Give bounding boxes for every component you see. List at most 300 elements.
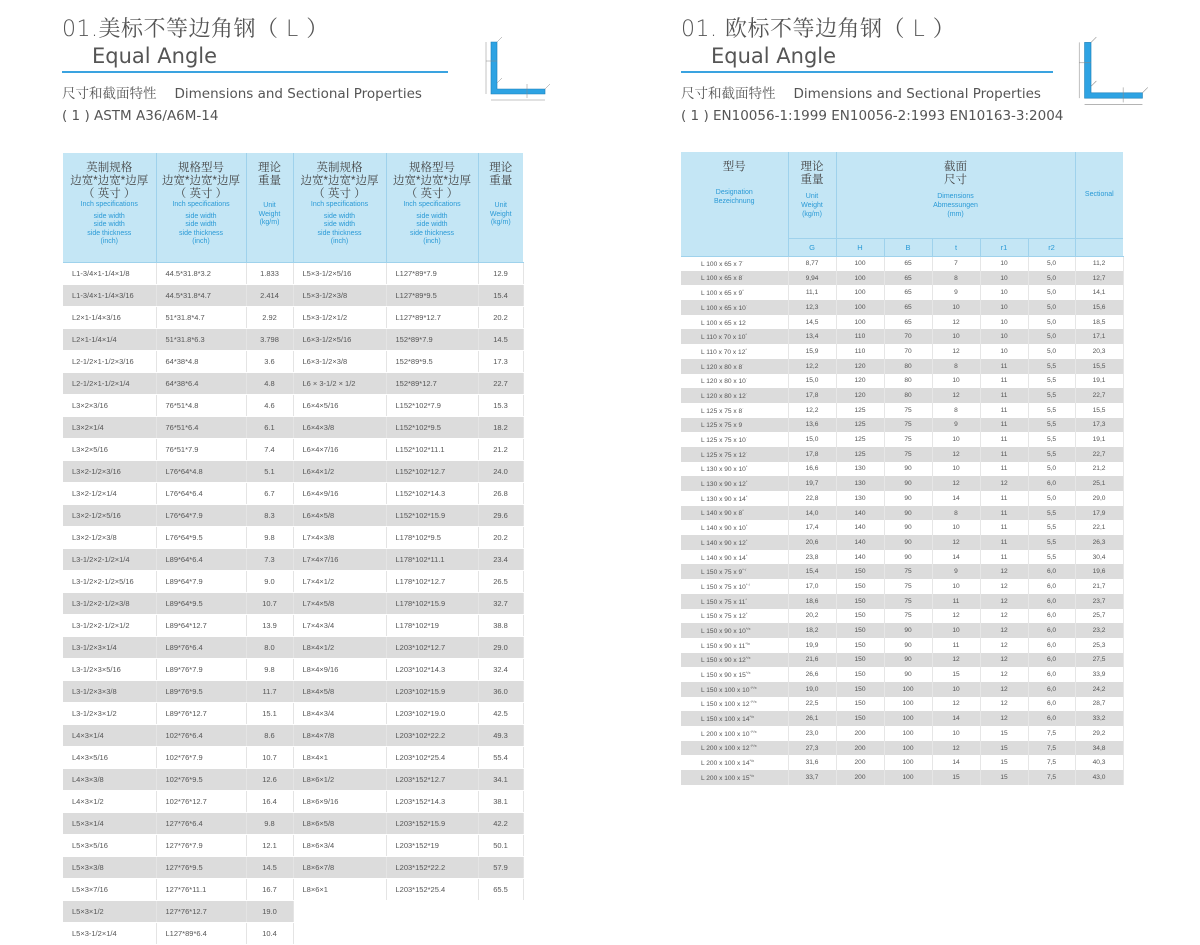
cell-model-spec: L203*152*12.7 bbox=[386, 768, 478, 790]
cell-dim-t: 15 bbox=[932, 770, 980, 785]
cell-inch-spec: L3-1/2×2-1/2×3/8 bbox=[63, 592, 156, 614]
cell-sectional: 28,7 bbox=[1075, 697, 1123, 712]
cell-inch-spec: L4×3×1/4 bbox=[63, 724, 156, 746]
table-row bbox=[681, 638, 1123, 653]
cell-dim-t: 14 bbox=[932, 711, 980, 726]
cell-inch-spec: L8×6×3/4 bbox=[293, 834, 386, 856]
cell-dim-t: 14 bbox=[932, 491, 980, 506]
cell-sectional: 17,1 bbox=[1075, 329, 1123, 344]
cell-dim-r1: 10 bbox=[980, 329, 1028, 344]
cell-model-spec: L178*102*9.5 bbox=[386, 526, 478, 548]
header-model-spec-1: 规格型号 边宽*边宽*边厚 （ 英寸 ） Inch specifications side width side width side thickness (inch) bbox=[156, 153, 246, 262]
cell-dim-r1: 11 bbox=[980, 403, 1028, 418]
cell-model-spec: L127*89*6.4 bbox=[156, 922, 246, 944]
cell-unit-weight: 20.2 bbox=[478, 526, 523, 548]
right-title-en: Equal Angle bbox=[711, 44, 837, 68]
american-angle-table bbox=[63, 153, 524, 945]
cell-model-spec: 127*76*11.1 bbox=[156, 878, 246, 900]
cell-dim-t: 12 bbox=[932, 609, 980, 624]
cell-inch-spec bbox=[293, 922, 386, 944]
cell-unit-weight: 16.7 bbox=[246, 878, 293, 900]
cell-inch-spec: L6×4×7/16 bbox=[293, 438, 386, 460]
cell-inch-spec: L3×2×1/4 bbox=[63, 416, 156, 438]
cell-dim-h: 140 bbox=[836, 506, 884, 521]
cell-designation: L 130 x 90 x 10* bbox=[681, 462, 788, 477]
cell-model-spec: L152*102*9.5 bbox=[386, 416, 478, 438]
cell-dim-r2: 5,5 bbox=[1028, 359, 1075, 374]
cell-unit-weight: 34.1 bbox=[478, 768, 523, 790]
cell-unit-weight: 36.0 bbox=[478, 680, 523, 702]
table-row bbox=[63, 262, 523, 284]
cell-dim-r2: 5,0 bbox=[1028, 285, 1075, 300]
cell-unit-weight: 22.7 bbox=[478, 372, 523, 394]
cell-sectional: 15,6 bbox=[1075, 300, 1123, 315]
cell-model-spec: 102*76*7.9 bbox=[156, 746, 246, 768]
cell-dim-t: 9 bbox=[932, 285, 980, 300]
cell-model-spec: L152*102*15.9 bbox=[386, 504, 478, 526]
table-row bbox=[681, 682, 1123, 697]
cell-dim-h: 150 bbox=[836, 638, 884, 653]
cell-designation: L 100 x 65 x 7· bbox=[681, 256, 788, 271]
cell-unit-weight: 15.1 bbox=[246, 702, 293, 724]
cell-dim-b: 90 bbox=[884, 491, 932, 506]
cell-unit-weight: 38.1 bbox=[478, 790, 523, 812]
table-row bbox=[63, 372, 523, 394]
cell-dim-h: 200 bbox=[836, 755, 884, 770]
cell-unit-weight: 8.3 bbox=[246, 504, 293, 526]
cell-dim-r1: 11 bbox=[980, 535, 1028, 550]
table-row bbox=[681, 506, 1123, 521]
designation-footnote-mark: */x bbox=[745, 670, 751, 675]
designation-footnote-mark: * bbox=[745, 479, 748, 485]
header-sectional: Sectional bbox=[1075, 152, 1123, 238]
cell-dim-r2: 6,0 bbox=[1028, 711, 1075, 726]
cell-unit-weight: 8.6 bbox=[246, 724, 293, 746]
cell-dim-h: 130 bbox=[836, 462, 884, 477]
cell-sectional: 11,2 bbox=[1075, 256, 1123, 271]
cell-dim-r1: 12 bbox=[980, 594, 1028, 609]
table-row bbox=[63, 724, 523, 746]
cell-dim-b: 80 bbox=[884, 388, 932, 403]
cell-dim-h: 130 bbox=[836, 476, 884, 491]
cell-weight-g: 8,77 bbox=[788, 256, 836, 271]
cell-inch-spec: L5×3×1/4 bbox=[63, 812, 156, 834]
cell-dim-r2: 6,0 bbox=[1028, 476, 1075, 491]
cell-unit-weight bbox=[478, 922, 523, 944]
designation-footnote-mark: · bbox=[742, 405, 744, 411]
cell-inch-spec: L5×3-1/2×3/8 bbox=[293, 284, 386, 306]
cell-inch-spec: L5×3×5/16 bbox=[63, 834, 156, 856]
cell-unit-weight: 24.0 bbox=[478, 460, 523, 482]
cell-dim-r2: 6,0 bbox=[1028, 667, 1075, 682]
cell-unit-weight: 15.3 bbox=[478, 394, 523, 416]
cell-dim-r2: 6,0 bbox=[1028, 697, 1075, 712]
cell-inch-spec: L2-1/2×1-1/2×1/4 bbox=[63, 372, 156, 394]
cell-sectional: 43,0 bbox=[1075, 770, 1123, 785]
cell-model-spec: L203*152*15.9 bbox=[386, 812, 478, 834]
cell-sectional: 33,2 bbox=[1075, 711, 1123, 726]
cell-sectional: 19,6 bbox=[1075, 564, 1123, 579]
table-row bbox=[63, 636, 523, 658]
cell-model-spec: 76*51*4.8 bbox=[156, 394, 246, 416]
cell-unit-weight: 14.5 bbox=[478, 328, 523, 350]
subheader-sectional bbox=[1075, 238, 1123, 256]
cell-designation: L 150 x 100 x $10^{\cdot/*/x}$ bbox=[681, 682, 788, 697]
cell-dim-b: 100 bbox=[884, 770, 932, 785]
subheader-h: H bbox=[836, 238, 884, 256]
cell-dim-r1: 12 bbox=[980, 711, 1028, 726]
designation-footnote-mark: */x bbox=[749, 758, 755, 764]
cell-inch-spec bbox=[293, 900, 386, 922]
cell-inch-spec: L8×6×9/16 bbox=[293, 790, 386, 812]
cell-dim-r2: 5,0 bbox=[1028, 315, 1075, 330]
table-row bbox=[681, 594, 1123, 609]
cell-inch-spec: L3×2×5/16 bbox=[63, 438, 156, 460]
cell-dim-r1: 15 bbox=[980, 726, 1028, 741]
cell-dim-t: 7 bbox=[932, 256, 980, 271]
cell-model-spec: L76*64*4.8 bbox=[156, 460, 246, 482]
cell-dim-b: 100 bbox=[884, 697, 932, 712]
cell-dim-r1: 12 bbox=[980, 667, 1028, 682]
cell-model-spec: L89*64*6.4 bbox=[156, 548, 246, 570]
cell-model-spec: L178*102*12.7 bbox=[386, 570, 478, 592]
cell-sectional: 17,3 bbox=[1075, 418, 1123, 433]
cell-dim-r1: 10 bbox=[980, 256, 1028, 271]
designation-footnote-mark: · bbox=[745, 376, 748, 382]
cell-weight-g: 15,0 bbox=[788, 432, 836, 447]
cell-model-spec: L203*152*22.2 bbox=[386, 856, 478, 878]
cell-model-spec: L89*64*7.9 bbox=[156, 570, 246, 592]
table-row bbox=[681, 403, 1123, 418]
cell-dim-b: 100 bbox=[884, 755, 932, 770]
cell-dim-t: 9 bbox=[932, 564, 980, 579]
cell-weight-g: 17,8 bbox=[788, 447, 836, 462]
cell-model-spec: L203*102*12.7 bbox=[386, 636, 478, 658]
cell-designation: L 200 x 100 x $15^{*/x}$ bbox=[681, 770, 788, 785]
cell-designation: L 140 x 90 x 8* bbox=[681, 506, 788, 521]
cell-designation: L 150 x 75 x 10*·/ bbox=[681, 579, 788, 594]
cell-unit-weight: 12.9 bbox=[478, 262, 523, 284]
table-row bbox=[681, 579, 1123, 594]
right-subtitle bbox=[681, 82, 1041, 102]
table-row bbox=[63, 482, 523, 504]
designation-footnote-mark: · bbox=[742, 361, 744, 367]
cell-unit-weight: 38.8 bbox=[478, 614, 523, 636]
cell-dim-r2: 5,0 bbox=[1028, 344, 1075, 359]
table-row bbox=[63, 350, 523, 372]
cell-dim-r2: 5,5 bbox=[1028, 520, 1075, 535]
cell-sectional: 30,4 bbox=[1075, 550, 1123, 565]
table-row bbox=[681, 418, 1123, 433]
left-subtitle bbox=[62, 82, 422, 102]
table-row bbox=[681, 535, 1123, 550]
table-row bbox=[681, 623, 1123, 638]
cell-model-spec: L89*76*7.9 bbox=[156, 658, 246, 680]
cell-model-spec: 64*38*6.4 bbox=[156, 372, 246, 394]
table-row bbox=[681, 329, 1123, 344]
cell-inch-spec: L6×4×9/16 bbox=[293, 482, 386, 504]
designation-footnote-mark: * bbox=[742, 508, 744, 514]
cell-dim-t: 10 bbox=[932, 329, 980, 344]
cell-dim-r2: 5,5 bbox=[1028, 432, 1075, 447]
cell-inch-spec: L3-1/2×3×1/2 bbox=[63, 702, 156, 724]
cell-designation: L 150 x 90 x $11^{*/x}$ bbox=[681, 638, 788, 653]
cell-inch-spec: L6×4×5/16 bbox=[293, 394, 386, 416]
cell-inch-spec: L2×1-1/4×1/4 bbox=[63, 328, 156, 350]
designation-footnote-mark: * bbox=[745, 537, 748, 543]
cell-dim-t: 9 bbox=[932, 418, 980, 433]
cell-dim-r2: 5,0 bbox=[1028, 300, 1075, 315]
cell-inch-spec: L1-3/4×1-1/4×3/16 bbox=[63, 284, 156, 306]
cell-inch-spec: L8×4×7/8 bbox=[293, 724, 386, 746]
table-row bbox=[681, 726, 1123, 741]
cell-dim-b: 100 bbox=[884, 682, 932, 697]
cell-designation: L 150 x 100 x $12^{\cdot/*/x}$ bbox=[681, 697, 788, 712]
cell-designation: L 125 x 75 x 10· bbox=[681, 432, 788, 447]
cell-inch-spec: L3-1/2×3×3/8 bbox=[63, 680, 156, 702]
cell-sectional: 15,5 bbox=[1075, 359, 1123, 374]
cell-dim-t: 14 bbox=[932, 550, 980, 565]
cell-sectional: 15,5 bbox=[1075, 403, 1123, 418]
cell-dim-r2: 6,0 bbox=[1028, 653, 1075, 668]
table-row bbox=[681, 285, 1123, 300]
table-row bbox=[681, 256, 1123, 271]
cell-dim-h: 125 bbox=[836, 432, 884, 447]
cell-model-spec: 44.5*31.8*3.2 bbox=[156, 262, 246, 284]
cell-dim-b: 75 bbox=[884, 594, 932, 609]
cell-sectional: 25,1 bbox=[1075, 476, 1123, 491]
cell-designation: L 130 x 90 x 12* bbox=[681, 476, 788, 491]
table-row bbox=[63, 526, 523, 548]
table-row bbox=[63, 812, 523, 834]
cell-dim-b: 100 bbox=[884, 711, 932, 726]
cell-model-spec: 152*89*12.7 bbox=[386, 372, 478, 394]
designation-footnote-mark: */x bbox=[749, 772, 755, 778]
cell-dim-b: 90 bbox=[884, 506, 932, 521]
cell-dim-r2: 7,5 bbox=[1028, 726, 1075, 741]
l-angle-section-diagram-icon bbox=[1076, 36, 1151, 111]
cell-dim-b: 75 bbox=[884, 564, 932, 579]
cell-designation: L 110 x 70 x 12* bbox=[681, 344, 788, 359]
cell-dim-r1: 11 bbox=[980, 520, 1028, 535]
cell-designation: L 140 x 90 x 10* bbox=[681, 520, 788, 535]
cell-dim-h: 100 bbox=[836, 315, 884, 330]
subheader-g: G bbox=[788, 238, 836, 256]
left-title-underline bbox=[62, 71, 448, 73]
cell-weight-g: 22,8 bbox=[788, 491, 836, 506]
cell-unit-weight: 7.4 bbox=[246, 438, 293, 460]
cell-designation: L 100 x 65 x 8· bbox=[681, 271, 788, 286]
cell-dim-b: 80 bbox=[884, 374, 932, 389]
cell-model-spec: 152*89*9.5 bbox=[386, 350, 478, 372]
table-row bbox=[63, 702, 523, 724]
designation-footnote-mark: ·/*/x bbox=[749, 728, 757, 734]
table-row bbox=[681, 447, 1123, 462]
cell-inch-spec: L3×2×3/16 bbox=[63, 394, 156, 416]
cell-designation: L 120 x 80 x 12· bbox=[681, 388, 788, 403]
cell-sectional: 23,2 bbox=[1075, 623, 1123, 638]
cell-dim-r1: 12 bbox=[980, 579, 1028, 594]
cell-weight-g: 15,0 bbox=[788, 374, 836, 389]
header-model-spec-2: 规格型号 边宽*边宽*边厚 （ 英寸 ） Inch specifications side width side width side thickness (inch) bbox=[386, 153, 478, 262]
cell-unit-weight: 8.0 bbox=[246, 636, 293, 658]
cell-dim-r1: 10 bbox=[980, 285, 1028, 300]
cell-sectional: 22,1 bbox=[1075, 520, 1123, 535]
table-row bbox=[63, 856, 523, 878]
cell-sectional: 23,7 bbox=[1075, 594, 1123, 609]
cell-weight-g: 19,7 bbox=[788, 476, 836, 491]
header-inch-spec-1: 英制规格 边宽*边宽*边厚 （ 英寸 ） Inch specifications side width side width side thickness (inch) bbox=[63, 153, 156, 262]
cell-dim-t: 8 bbox=[932, 506, 980, 521]
cell-inch-spec: L1-3/4×1-1/4×1/8 bbox=[63, 262, 156, 284]
cell-unit-weight: 49.3 bbox=[478, 724, 523, 746]
cell-weight-g: 14,5 bbox=[788, 315, 836, 330]
cell-dim-t: 10 bbox=[932, 726, 980, 741]
cell-unit-weight: 10.7 bbox=[246, 592, 293, 614]
cell-unit-weight: 1.833 bbox=[246, 262, 293, 284]
cell-model-spec: 76*51*6.4 bbox=[156, 416, 246, 438]
cell-unit-weight: 14.5 bbox=[246, 856, 293, 878]
cell-unit-weight: 11.7 bbox=[246, 680, 293, 702]
table-row bbox=[681, 388, 1123, 403]
cell-dim-h: 140 bbox=[836, 550, 884, 565]
cell-dim-r1: 11 bbox=[980, 432, 1028, 447]
cell-dim-r1: 12 bbox=[980, 682, 1028, 697]
cell-dim-b: 65 bbox=[884, 271, 932, 286]
cell-unit-weight: 15.4 bbox=[478, 284, 523, 306]
cell-dim-b: 70 bbox=[884, 329, 932, 344]
cell-dim-r2: 7,5 bbox=[1028, 741, 1075, 756]
cell-dim-b: 75 bbox=[884, 447, 932, 462]
designation-footnote-mark: * bbox=[745, 523, 748, 529]
cell-inch-spec: L3×2-1/2×1/4 bbox=[63, 482, 156, 504]
cell-dim-r1: 10 bbox=[980, 315, 1028, 330]
cell-dim-h: 150 bbox=[836, 711, 884, 726]
cell-dim-t: 10 bbox=[932, 374, 980, 389]
cell-model-spec: 152*89*7.9 bbox=[386, 328, 478, 350]
cell-unit-weight: 32.7 bbox=[478, 592, 523, 614]
cell-dim-r2: 5,5 bbox=[1028, 388, 1075, 403]
cell-dim-h: 140 bbox=[836, 520, 884, 535]
cell-designation: L 150 x 75 x 11* bbox=[681, 594, 788, 609]
cell-designation: L 130 x 90 x 14* bbox=[681, 491, 788, 506]
cell-dim-t: 10 bbox=[932, 579, 980, 594]
cell-dim-r1: 11 bbox=[980, 462, 1028, 477]
cell-weight-g: 15,4 bbox=[788, 564, 836, 579]
cell-inch-spec: L3-1/2×2-1/2×5/16 bbox=[63, 570, 156, 592]
cell-inch-spec: L7×4×1/2 bbox=[293, 570, 386, 592]
cell-dim-t: 11 bbox=[932, 638, 980, 653]
cell-inch-spec: L3-1/2×2-1/2×1/4 bbox=[63, 548, 156, 570]
cell-dim-b: 75 bbox=[884, 403, 932, 418]
designation-footnote-mark: * bbox=[745, 346, 747, 352]
table-header-row bbox=[63, 153, 523, 262]
cell-sectional: 27,5 bbox=[1075, 653, 1123, 668]
cell-unit-weight: 65.5 bbox=[478, 878, 523, 900]
cell-dim-r1: 11 bbox=[980, 374, 1028, 389]
cell-dim-r1: 15 bbox=[980, 755, 1028, 770]
cell-dim-r1: 12 bbox=[980, 697, 1028, 712]
cell-dim-h: 150 bbox=[836, 682, 884, 697]
cell-model-spec: L178*102*19 bbox=[386, 614, 478, 636]
cell-dim-r1: 10 bbox=[980, 344, 1028, 359]
cell-sectional: 17,9 bbox=[1075, 506, 1123, 521]
designation-footnote-mark: * bbox=[745, 493, 748, 499]
cell-designation: L 100 x 65 x 10· bbox=[681, 300, 788, 315]
cell-dim-r1: 12 bbox=[980, 476, 1028, 491]
cell-dim-h: 130 bbox=[836, 491, 884, 506]
cell-model-spec: L203*152*25.4 bbox=[386, 878, 478, 900]
designation-footnote-mark: *·/ bbox=[745, 581, 750, 587]
left-subtitle-cn: 尺寸和截面特性 bbox=[62, 86, 157, 102]
header-unit-weight-2: 理论 重量 Unit Weight (kg/m) bbox=[478, 153, 523, 262]
cell-designation: L 200 x 100 x $12^{\cdot/*/x}$ bbox=[681, 741, 788, 756]
cell-unit-weight: 55.4 bbox=[478, 746, 523, 768]
table-row bbox=[681, 271, 1123, 286]
cell-model-spec: L203*152*19 bbox=[386, 834, 478, 856]
cell-inch-spec: L6×3-1/2×3/8 bbox=[293, 350, 386, 372]
cell-inch-spec: L7×4×3/4 bbox=[293, 614, 386, 636]
cell-weight-g: 15,9 bbox=[788, 344, 836, 359]
cell-weight-g: 11,1 bbox=[788, 285, 836, 300]
cell-dim-t: 8 bbox=[932, 271, 980, 286]
cell-dim-r2: 6,0 bbox=[1028, 638, 1075, 653]
left-title-en: Equal Angle bbox=[92, 44, 218, 68]
designation-footnote-mark: * bbox=[745, 464, 748, 470]
cell-weight-g: 12,2 bbox=[788, 403, 836, 418]
cell-dim-h: 100 bbox=[836, 285, 884, 300]
cell-unit-weight: 12.1 bbox=[246, 834, 293, 856]
cell-model-spec: L89*64*9.5 bbox=[156, 592, 246, 614]
cell-model-spec: L152*102*12.7 bbox=[386, 460, 478, 482]
table-row bbox=[681, 432, 1123, 447]
cell-unit-weight: 17.3 bbox=[478, 350, 523, 372]
cell-designation: L 100 x 65 x 9* bbox=[681, 285, 788, 300]
cell-unit-weight: 29.6 bbox=[478, 504, 523, 526]
cell-dim-r1: 11 bbox=[980, 388, 1028, 403]
cell-model-spec: L152*102*14.3 bbox=[386, 482, 478, 504]
cell-model-spec: 64*38*4.8 bbox=[156, 350, 246, 372]
header-inch-spec-2: 英制规格 边宽*边宽*边厚 （ 英寸 ） Inch specifications side width side width side thickness (inch) bbox=[293, 153, 386, 262]
cell-weight-g: 14,0 bbox=[788, 506, 836, 521]
table-row bbox=[63, 768, 523, 790]
header-designation: 型号 Designation Bezeichnung bbox=[681, 152, 788, 256]
subheader-r1: r1 bbox=[980, 238, 1028, 256]
right-subtitle-en: Dimensions and Sectional Properties bbox=[793, 86, 1041, 102]
table-row bbox=[681, 300, 1123, 315]
cell-dim-t: 10 bbox=[932, 520, 980, 535]
cell-dim-b: 90 bbox=[884, 520, 932, 535]
cell-inch-spec: L6×4×5/8 bbox=[293, 504, 386, 526]
table-row bbox=[63, 658, 523, 680]
cell-inch-spec: L5×3-1/2×1/2 bbox=[293, 306, 386, 328]
cell-dim-h: 200 bbox=[836, 726, 884, 741]
cell-inch-spec: L3-1/2×3×1/4 bbox=[63, 636, 156, 658]
table-row bbox=[63, 834, 523, 856]
cell-dim-r2: 6,0 bbox=[1028, 579, 1075, 594]
l-angle-section-diagram-icon bbox=[483, 36, 553, 106]
cell-dim-r2: 5,0 bbox=[1028, 329, 1075, 344]
cell-unit-weight: 19.0 bbox=[246, 900, 293, 922]
cell-model-spec bbox=[386, 922, 478, 944]
cell-weight-g: 12,3 bbox=[788, 300, 836, 315]
table-row bbox=[63, 790, 523, 812]
cell-sectional: 19,1 bbox=[1075, 374, 1123, 389]
cell-dim-t: 12 bbox=[932, 697, 980, 712]
designation-footnote-mark: * bbox=[745, 332, 747, 338]
cell-dim-r2: 5,0 bbox=[1028, 491, 1075, 506]
cell-designation: L 200 x 100 x $14^{*/x}$ bbox=[681, 755, 788, 770]
